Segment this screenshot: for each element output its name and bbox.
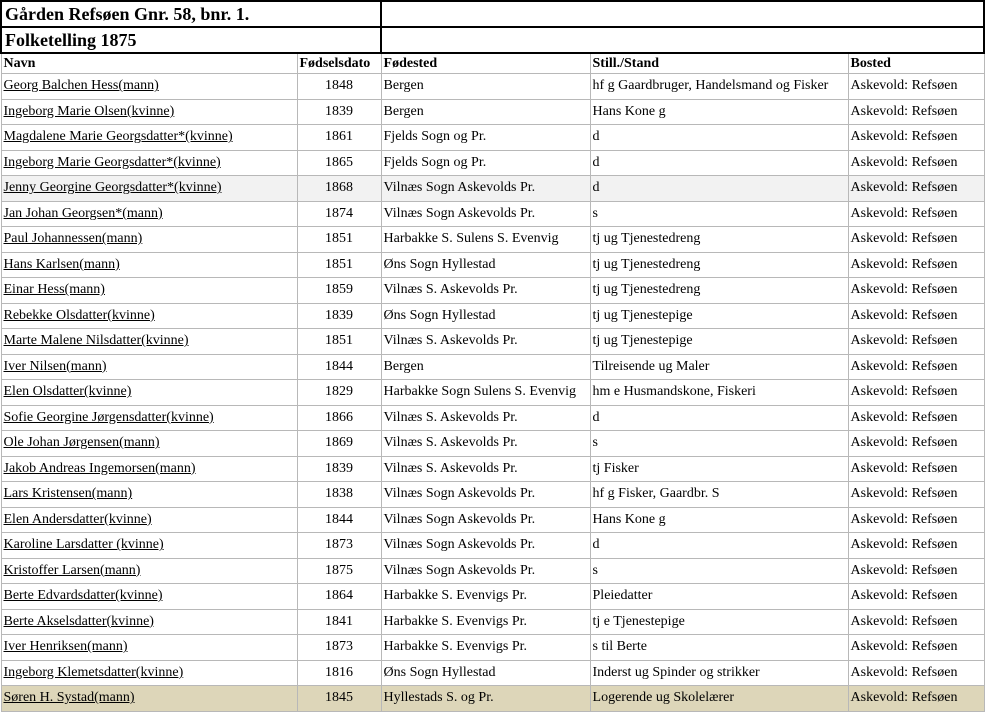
- table-row: [1, 584, 984, 610]
- cell-residence: Askevold: Refsøen: [848, 176, 984, 202]
- cell-name: [1, 201, 297, 227]
- cell-name: [1, 660, 297, 686]
- person-link[interactable]: Elen Andersdatter(kvinne): [3, 511, 152, 527]
- cell-birthplace: Bergen: [381, 99, 590, 125]
- cell-name: [1, 507, 297, 533]
- page-title: Gården Refsøen Gnr. 58, bnr. 1.: [1, 1, 381, 27]
- cell-name: [1, 252, 297, 278]
- person-link[interactable]: Rebekke Olsdatter(kvinne): [3, 307, 155, 323]
- cell-position: d: [590, 533, 848, 559]
- cell-position: tj ug Tjenestepige: [590, 329, 848, 355]
- cell-birthplace: Vilnæs Sogn Askevolds Pr.: [381, 558, 590, 584]
- header-row: [1, 53, 984, 74]
- col-header-fodested: Fødested: [381, 53, 590, 74]
- cell-birth-year: 1848: [297, 74, 381, 100]
- cell-name: [1, 380, 297, 406]
- person-link[interactable]: Georg Balchen Hess(mann): [3, 78, 159, 94]
- cell-residence: Askevold: Refsøen: [848, 74, 984, 100]
- cell-position: hm e Husmandskone, Fiskeri: [590, 380, 848, 406]
- cell-residence: Askevold: Refsøen: [848, 405, 984, 431]
- cell-name: [1, 609, 297, 635]
- col-header-navn: Navn: [1, 53, 297, 74]
- cell-name: [1, 584, 297, 610]
- cell-residence: Askevold: Refsøen: [848, 431, 984, 457]
- cell-birthplace: Harbakke Sogn Sulens S. Evenvig: [381, 380, 590, 406]
- cell-position: hf g Fisker, Gaardbr. S: [590, 482, 848, 508]
- cell-name: [1, 635, 297, 661]
- col-header-stilling: Still./Stand: [590, 53, 848, 74]
- cell-birth-year: 1874: [297, 201, 381, 227]
- table-row: [1, 99, 984, 125]
- cell-birthplace: Vilnæs S. Askevolds Pr.: [381, 431, 590, 457]
- page-subtitle: Folketelling 1875: [1, 27, 381, 53]
- table-row: [1, 329, 984, 355]
- person-link[interactable]: Berte Edvardsdatter(kvinne): [3, 588, 163, 604]
- cell-position: tj ug Tjenestedreng: [590, 252, 848, 278]
- cell-name: [1, 558, 297, 584]
- cell-residence: Askevold: Refsøen: [848, 227, 984, 253]
- person-link[interactable]: Sofie Georgine Jørgensdatter(kvinne): [3, 409, 214, 425]
- cell-birth-year: 1851: [297, 329, 381, 355]
- table-row: [1, 303, 984, 329]
- cell-birthplace: Bergen: [381, 74, 590, 100]
- cell-birthplace: Vilnæs S. Askevolds Pr.: [381, 456, 590, 482]
- person-link[interactable]: Hans Karlsen(mann): [3, 256, 120, 272]
- cell-position: tj Fisker: [590, 456, 848, 482]
- cell-name: [1, 99, 297, 125]
- cell-birth-year: 1839: [297, 99, 381, 125]
- person-link[interactable]: Elen Olsdatter(kvinne): [3, 384, 132, 400]
- cell-residence: Askevold: Refsøen: [848, 456, 984, 482]
- cell-birthplace: Harbakke S. Sulens S. Evenvig: [381, 227, 590, 253]
- cell-name: [1, 227, 297, 253]
- cell-birth-year: 1851: [297, 227, 381, 253]
- table-row: [1, 533, 984, 559]
- table-row: [1, 456, 984, 482]
- cell-birthplace: Fjelds Sogn og Pr.: [381, 150, 590, 176]
- cell-birth-year: 1875: [297, 558, 381, 584]
- person-link[interactable]: Kristoffer Larsen(mann): [3, 562, 141, 578]
- person-link[interactable]: Paul Johannessen(mann): [3, 231, 143, 247]
- person-link[interactable]: Ingeborg Marie Georgsdatter*(kvinne): [3, 154, 221, 170]
- col-header-fodselsdato: Fødselsdato: [297, 53, 381, 74]
- person-link[interactable]: Iver Nilsen(mann): [3, 358, 107, 374]
- cell-residence: Askevold: Refsøen: [848, 99, 984, 125]
- cell-birth-year: 1873: [297, 635, 381, 661]
- cell-birthplace: Harbakke S. Evenvigs Pr.: [381, 584, 590, 610]
- person-link[interactable]: Ingeborg Klemetsdatter(kvinne): [3, 664, 184, 680]
- cell-birth-year: 1844: [297, 354, 381, 380]
- cell-birth-year: 1839: [297, 456, 381, 482]
- cell-position: Pleiedatter: [590, 584, 848, 610]
- person-link[interactable]: Søren H. Systad(mann): [3, 690, 135, 706]
- cell-name: [1, 686, 297, 712]
- cell-position: s: [590, 201, 848, 227]
- cell-birthplace: Vilnæs S. Askevolds Pr.: [381, 405, 590, 431]
- cell-name: [1, 74, 297, 100]
- subtitle-row: [1, 27, 984, 53]
- cell-position: hf g Gaardbruger, Handelsmand og Fisker: [590, 74, 848, 100]
- person-link[interactable]: Einar Hess(mann): [3, 282, 105, 298]
- cell-birth-year: 1841: [297, 609, 381, 635]
- cell-residence: Askevold: Refsøen: [848, 329, 984, 355]
- cell-position: s: [590, 558, 848, 584]
- cell-position: tj ug Tjenestedreng: [590, 227, 848, 253]
- cell-position: Inderst ug Spinder og strikker: [590, 660, 848, 686]
- cell-position: d: [590, 150, 848, 176]
- cell-residence: Askevold: Refsøen: [848, 635, 984, 661]
- cell-name: [1, 150, 297, 176]
- cell-birth-year: 1859: [297, 278, 381, 304]
- person-link[interactable]: Magdalene Marie Georgsdatter*(kvinne): [3, 129, 233, 145]
- cell-residence: Askevold: Refsøen: [848, 507, 984, 533]
- cell-residence: Askevold: Refsøen: [848, 303, 984, 329]
- cell-birthplace: Vilnæs Sogn Askevolds Pr.: [381, 482, 590, 508]
- cell-birthplace: Vilnæs Sogn Askevolds Pr.: [381, 201, 590, 227]
- cell-birth-year: 1868: [297, 176, 381, 202]
- cell-position: d: [590, 176, 848, 202]
- person-link[interactable]: Marte Malene Nilsdatter(kvinne): [3, 333, 189, 349]
- table-row: [1, 278, 984, 304]
- cell-birth-year: 1845: [297, 686, 381, 712]
- cell-residence: Askevold: Refsøen: [848, 686, 984, 712]
- cell-position: d: [590, 405, 848, 431]
- cell-name: [1, 125, 297, 151]
- cell-residence: Askevold: Refsøen: [848, 354, 984, 380]
- table-row: [1, 660, 984, 686]
- cell-birthplace: Bergen: [381, 354, 590, 380]
- cell-birth-year: 1829: [297, 380, 381, 406]
- cell-birthplace: Vilnæs Sogn Askevolds Pr.: [381, 176, 590, 202]
- person-link[interactable]: Ingeborg Marie Olsen(kvinne): [3, 103, 175, 119]
- cell-birthplace: Vilnæs Sogn Askevolds Pr.: [381, 533, 590, 559]
- cell-name: [1, 176, 297, 202]
- cell-birthplace: Hyllestads S. og Pr.: [381, 686, 590, 712]
- cell-position: s til Berte: [590, 635, 848, 661]
- table-row: [1, 201, 984, 227]
- cell-position: Logerende ug Skolelærer: [590, 686, 848, 712]
- cell-name: [1, 533, 297, 559]
- cell-position: d: [590, 125, 848, 151]
- col-header-bosted: Bosted: [848, 53, 984, 74]
- title-row: [1, 1, 984, 27]
- table-row: [1, 482, 984, 508]
- cell-birth-year: 1873: [297, 533, 381, 559]
- cell-residence: Askevold: Refsøen: [848, 380, 984, 406]
- cell-position: s: [590, 431, 848, 457]
- table-row: [1, 176, 984, 202]
- cell-name: [1, 431, 297, 457]
- table-row: [1, 150, 984, 176]
- person-link[interactable]: Iver Henriksen(mann): [3, 639, 128, 655]
- cell-position: Hans Kone g: [590, 99, 848, 125]
- cell-residence: Askevold: Refsøen: [848, 201, 984, 227]
- person-link[interactable]: Karoline Larsdatter (kvinne): [3, 537, 164, 553]
- table-row: [1, 354, 984, 380]
- cell-birthplace: Øns Sogn Hyllestad: [381, 660, 590, 686]
- cell-birth-year: 1838: [297, 482, 381, 508]
- cell-position: tj ug Tjenestedreng: [590, 278, 848, 304]
- table-row: [1, 635, 984, 661]
- table-row: [1, 405, 984, 431]
- cell-birthplace: Øns Sogn Hyllestad: [381, 303, 590, 329]
- table-row: [1, 431, 984, 457]
- cell-birth-year: 1869: [297, 431, 381, 457]
- cell-name: [1, 482, 297, 508]
- cell-name: [1, 278, 297, 304]
- cell-position: tj ug Tjenestepige: [590, 303, 848, 329]
- cell-birthplace: Harbakke S. Evenvigs Pr.: [381, 609, 590, 635]
- cell-residence: Askevold: Refsøen: [848, 660, 984, 686]
- cell-residence: Askevold: Refsøen: [848, 533, 984, 559]
- cell-birthplace: Vilnæs S. Askevolds Pr.: [381, 329, 590, 355]
- cell-residence: Askevold: Refsøen: [848, 278, 984, 304]
- cell-birth-year: 1861: [297, 125, 381, 151]
- person-link[interactable]: Ole Johan Jørgensen(mann): [3, 435, 160, 451]
- cell-birth-year: 1866: [297, 405, 381, 431]
- table-row: [1, 74, 984, 100]
- cell-position: tj e Tjenestepige: [590, 609, 848, 635]
- table-row: [1, 558, 984, 584]
- cell-residence: Askevold: Refsøen: [848, 609, 984, 635]
- cell-residence: Askevold: Refsøen: [848, 558, 984, 584]
- person-link[interactable]: Jakob Andreas Ingemorsen(mann): [3, 460, 196, 476]
- cell-name: [1, 405, 297, 431]
- cell-residence: Askevold: Refsøen: [848, 482, 984, 508]
- cell-birthplace: Vilnæs S. Askevolds Pr.: [381, 278, 590, 304]
- cell-birth-year: 1864: [297, 584, 381, 610]
- cell-birthplace: Vilnæs Sogn Askevolds Pr.: [381, 507, 590, 533]
- person-link[interactable]: Jan Johan Georgsen*(mann): [3, 205, 163, 221]
- person-link[interactable]: Jenny Georgine Georgsdatter*(kvinne): [3, 180, 222, 196]
- person-link[interactable]: Lars Kristensen(mann): [3, 486, 133, 502]
- table-row: [1, 507, 984, 533]
- table-row: [1, 380, 984, 406]
- cell-residence: Askevold: Refsøen: [848, 125, 984, 151]
- cell-residence: Askevold: Refsøen: [848, 252, 984, 278]
- cell-birthplace: Øns Sogn Hyllestad: [381, 252, 590, 278]
- cell-birth-year: 1844: [297, 507, 381, 533]
- cell-birth-year: 1865: [297, 150, 381, 176]
- table-row: [1, 125, 984, 151]
- cell-name: [1, 329, 297, 355]
- cell-position: Hans Kone g: [590, 507, 848, 533]
- cell-residence: Askevold: Refsøen: [848, 584, 984, 610]
- cell-name: [1, 456, 297, 482]
- cell-birthplace: Fjelds Sogn og Pr.: [381, 125, 590, 151]
- cell-name: [1, 354, 297, 380]
- cell-residence: Askevold: Refsøen: [848, 150, 984, 176]
- cell-birth-year: 1851: [297, 252, 381, 278]
- table-row: [1, 227, 984, 253]
- cell-birth-year: 1839: [297, 303, 381, 329]
- cell-position: Tilreisende ug Maler: [590, 354, 848, 380]
- cell-birthplace: Harbakke S. Evenvigs Pr.: [381, 635, 590, 661]
- table-row: [1, 609, 984, 635]
- cell-name: [1, 303, 297, 329]
- person-link[interactable]: Berte Akselsdatter(kvinne): [3, 613, 154, 629]
- table-row: [1, 252, 984, 278]
- table-row: [1, 686, 984, 712]
- cell-birth-year: 1816: [297, 660, 381, 686]
